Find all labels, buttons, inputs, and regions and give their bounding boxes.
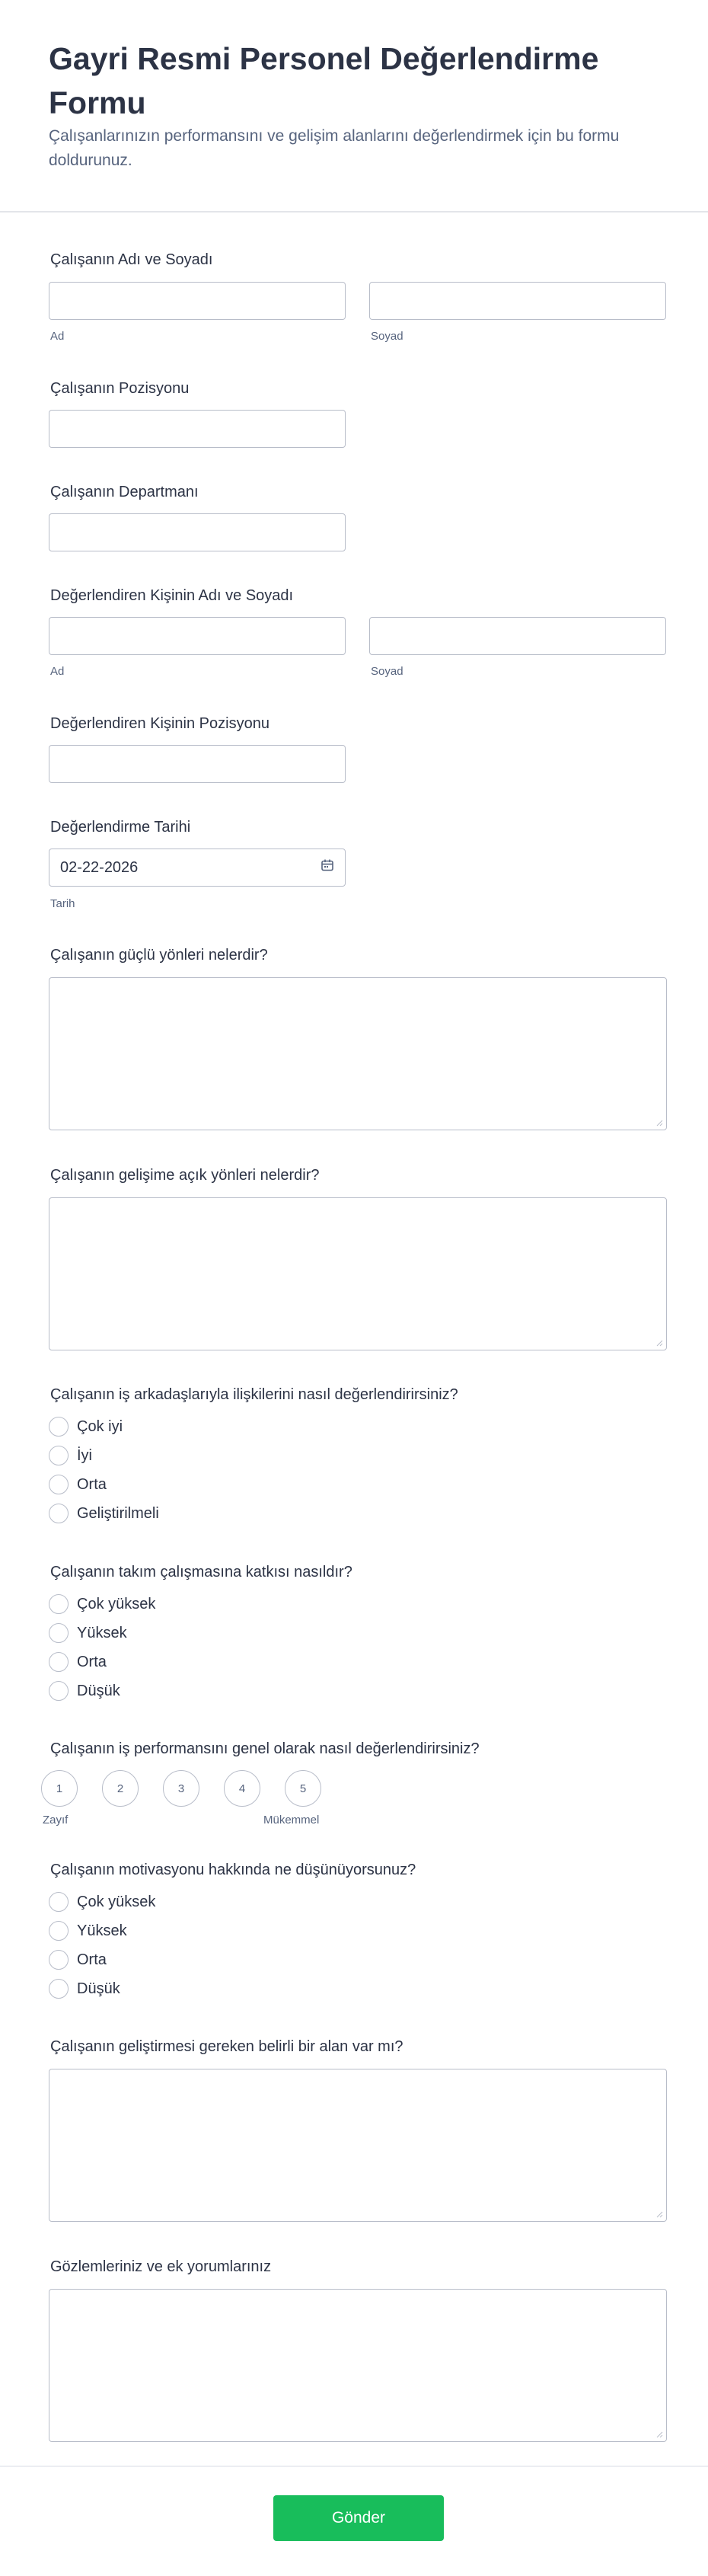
radio-button[interactable] <box>49 1921 69 1941</box>
employee-last-name-sublabel: Soyad <box>371 330 403 343</box>
rating-option-1[interactable]: 1 <box>41 1770 78 1807</box>
evaluator-position-label: Değerlendiren Kişinin Pozisyonu <box>50 715 269 732</box>
rating-max-label: Mükemmel <box>263 1814 320 1827</box>
employee-first-name-input[interactable] <box>49 282 346 320</box>
radio-label: Yüksek <box>77 1922 127 1939</box>
evaluation-date-label: Değerlendirme Tarihi <box>50 819 191 836</box>
radio-label: Geliştirilmeli <box>77 1504 159 1522</box>
resize-grip-icon[interactable] <box>655 2431 663 2438</box>
radio-button[interactable] <box>49 1892 69 1912</box>
rating-option-4[interactable]: 4 <box>224 1770 260 1807</box>
radio-button[interactable] <box>49 1504 69 1523</box>
rating-option-5[interactable]: 5 <box>285 1770 321 1807</box>
comments-textarea[interactable] <box>49 2289 667 2442</box>
calendar-icon[interactable] <box>321 858 334 877</box>
evaluation-date-sublabel: Tarih <box>50 897 75 910</box>
radio-label: Yüksek <box>77 1624 127 1641</box>
teamwork-option[interactable] <box>49 1593 155 1615</box>
evaluator-first-name-input[interactable] <box>49 617 346 655</box>
resize-grip-icon[interactable] <box>655 1119 663 1127</box>
teamwork-option[interactable] <box>49 1651 107 1673</box>
improvements-textarea[interactable] <box>49 1197 667 1350</box>
performance-label: Çalışanın iş performansını genel olarak nasıl değerlendirirsiniz? <box>50 1740 480 1757</box>
radio-button[interactable] <box>49 1623 69 1643</box>
radio-label: Orta <box>77 1653 107 1670</box>
radio-button[interactable] <box>49 1979 69 1999</box>
teamwork-option[interactable] <box>49 1680 120 1702</box>
evaluation-date-input[interactable] <box>49 849 346 887</box>
radio-label: Düşük <box>77 1980 120 1997</box>
radio-label: Orta <box>77 1475 107 1493</box>
employee-first-name-sublabel: Ad <box>50 330 65 343</box>
evaluator-first-name-sublabel: Ad <box>50 665 65 678</box>
radio-label: İyi <box>77 1446 92 1464</box>
employee-position-label: Çalışanın Pozisyonu <box>50 380 190 397</box>
motivation-label: Çalışanın motivasyonu hakkında ne düşünüyorsunuz? <box>50 1862 416 1878</box>
evaluator-name-label: Değerlendiren Kişinin Adı ve Soyadı <box>50 587 294 604</box>
resize-grip-icon[interactable] <box>655 2210 663 2218</box>
radio-button[interactable] <box>49 1594 69 1614</box>
employee-department-label: Çalışanın Departmanı <box>50 484 199 500</box>
strengths-textarea[interactable] <box>49 977 667 1130</box>
rating-min-label: Zayıf <box>43 1814 69 1827</box>
specific-area-label: Çalışanın geliştirmesi gereken belirli bir alan var mı? <box>50 2038 403 2055</box>
motivation-option[interactable] <box>49 1891 155 1913</box>
radio-label: Çok iyi <box>77 1417 123 1435</box>
radio-button[interactable] <box>49 1417 69 1437</box>
radio-label: Çok yüksek <box>77 1893 156 1910</box>
employee-last-name-input[interactable] <box>369 282 666 320</box>
radio-button[interactable] <box>49 1475 69 1494</box>
employee-department-input[interactable] <box>49 513 346 551</box>
employee-position-input[interactable] <box>49 410 346 448</box>
evaluator-position-input[interactable] <box>49 745 346 783</box>
resize-grip-icon[interactable] <box>655 1339 663 1347</box>
relations-option[interactable] <box>49 1445 92 1466</box>
header-divider <box>0 211 708 213</box>
radio-button[interactable] <box>49 1681 69 1701</box>
radio-label: Düşük <box>77 1682 120 1699</box>
radio-label: Çok yüksek <box>77 1595 156 1612</box>
form-title: Gayri Resmi Personel Değerlendirme Formu <box>49 41 599 120</box>
radio-button[interactable] <box>49 1950 69 1970</box>
footer-divider <box>0 2466 708 2467</box>
motivation-option[interactable] <box>49 1949 107 1970</box>
form-subtitle: Çalışanlarınızın performansını ve gelişim alanlarını değerlendirmek için bu formu doldurunuz. <box>49 127 620 169</box>
evaluator-last-name-input[interactable] <box>369 617 666 655</box>
relations-option[interactable] <box>49 1416 123 1437</box>
evaluator-last-name-sublabel: Soyad <box>371 665 403 678</box>
strengths-label: Çalışanın güçlü yönleri nelerdir? <box>50 947 268 964</box>
teamwork-option[interactable] <box>49 1622 127 1644</box>
improvements-label: Çalışanın gelişime açık yönleri nelerdir? <box>50 1167 320 1184</box>
radio-button[interactable] <box>49 1652 69 1672</box>
motivation-option[interactable] <box>49 1978 120 1999</box>
employee-name-label: Çalışanın Adı ve Soyadı <box>50 251 213 268</box>
relations-label: Çalışanın iş arkadaşlarıyla ilişkilerini nasıl değerlendirirsiniz? <box>50 1386 458 1403</box>
evaluation-date-value: 02-22-2026 <box>60 858 139 876</box>
relations-option[interactable] <box>49 1503 159 1524</box>
submit-button[interactable]: Gönder <box>273 2495 444 2541</box>
comments-label: Gözlemleriniz ve ek yorumlarınız <box>50 2258 272 2275</box>
specific-area-textarea[interactable] <box>49 2069 667 2222</box>
teamwork-label: Çalışanın takım çalışmasına katkısı nasıldır? <box>50 1564 352 1580</box>
rating-option-2[interactable]: 2 <box>102 1770 139 1807</box>
radio-label: Orta <box>77 1951 107 1968</box>
radio-button[interactable] <box>49 1446 69 1465</box>
motivation-option[interactable] <box>49 1920 127 1942</box>
relations-option[interactable] <box>49 1474 107 1495</box>
rating-option-3[interactable]: 3 <box>163 1770 199 1807</box>
